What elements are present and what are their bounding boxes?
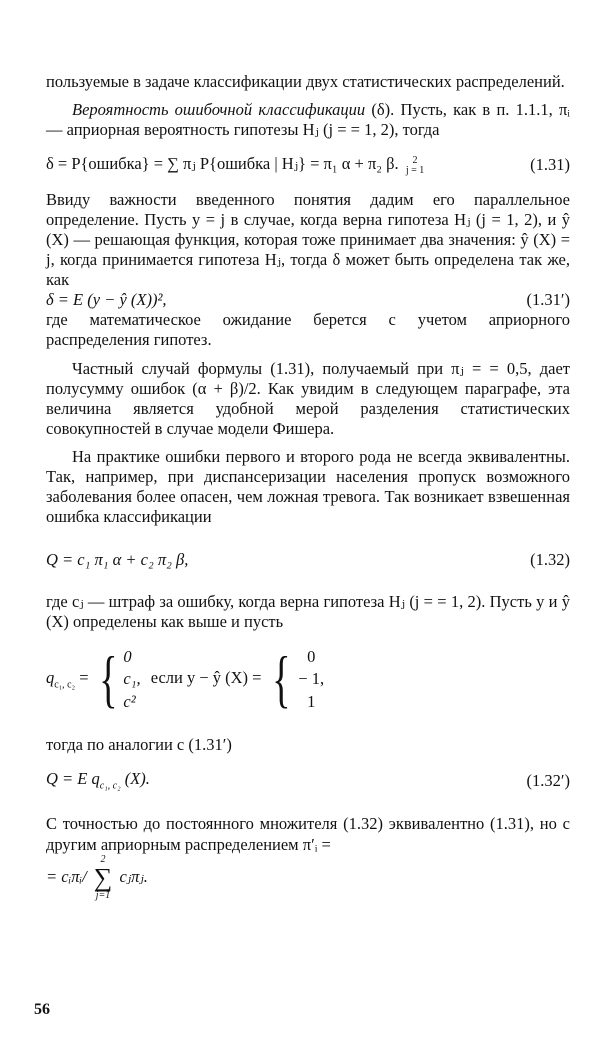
paragraph-alternative-definition: Ввиду важности введенного понятия дадим его параллельное определение. Пусть y = j в случае, когда верна гипотеза Hⱼ (j = 1, 2), и ŷ (X) — решающая функция, которая тоже принимает два значения: ŷ (X) = j, когда принимается гипотеза Hⱼ, тогда δ может быть определена так же, как <box>46 189 570 290</box>
equation-1-31-sum-limits <box>406 156 424 176</box>
equation-1-31-expression: δ = P{ошибка} = ∑ πⱼ P{ошибка | Hⱼ} = π₁ α + π₂ β. <box>46 154 399 174</box>
equation-number: (1.31′) <box>526 290 570 310</box>
left-brace: { <box>98 643 118 715</box>
case-value: 0 <box>123 646 132 666</box>
q-symbol: q <box>46 668 55 688</box>
paragraph-special-case: Частный случай формулы (1.31), получаемый при πⱼ = = 0,5, дает полусумму ошибок (α + β)/2. Как увидим в следующем параграфе, эта величина является удобной мерой разделения статистических совокупностей в случае модели Фишера. <box>46 358 570 438</box>
case-value: c² <box>123 691 136 711</box>
case-value: 1 <box>307 691 316 711</box>
equation-1-31-prime <box>46 290 570 310</box>
equation-1-32-prime-subscript: c₁, c₂ <box>99 780 121 792</box>
equation-1-32-prime-tail: (X). <box>120 768 150 788</box>
paragraph-error-probability <box>46 100 570 140</box>
prior-weights-end: cⱼπⱼ. <box>119 866 148 886</box>
right-cases <box>266 643 325 715</box>
equation-1-31-body <box>46 154 530 175</box>
sum-lower-limit: j = 1 <box>405 164 425 176</box>
paragraph-penalty-definition: где cⱼ — штраф за ошибку, когда верна гипотеза Hⱼ (j = = 1, 2). Пусть y и ŷ (X) определены как выше и пусть <box>46 591 570 631</box>
equation-number: (1.32′) <box>526 770 570 790</box>
right-cases-values <box>298 646 324 713</box>
equation-1-32-prime-body <box>46 769 527 792</box>
case-value: − 1, <box>298 669 325 689</box>
term-misclassification-probability: Вероятность ошибочной классификации <box>72 100 366 120</box>
prior-weights-start: = cᵢπᵢ/ <box>46 866 87 886</box>
equation-q-cases <box>46 643 570 715</box>
case-value: c₁, <box>123 669 141 689</box>
equation-1-32-prime-start: Q = E q <box>46 768 100 788</box>
paragraph-weighted-error: На практике ошибки первого и второго рода не всегда эквивалентны. Так, например, при диспансеризации населения пропуск возможного заболевания более опасен, чем ложная тревога. Так возникает взвешенная ошибка классификации <box>46 447 570 527</box>
right-brace: { <box>271 643 291 715</box>
equation-number: (1.32) <box>530 549 570 569</box>
paragraph-error-probability-text: (δ). Пусть, как в п. 1.1.1, πᵢ — априорная вероятность гипотезы Hⱼ (j = = 1, 2), тогда <box>46 100 571 140</box>
equation-1-32-prime <box>46 769 570 792</box>
sum-upper-limit: 2 <box>100 853 106 865</box>
case-condition: если y − ŷ (X) = <box>150 668 262 688</box>
equation-1-32-body: Q = c₁ π₁ α + c₂ π₂ β, <box>46 549 189 569</box>
equation-prior-weights-body <box>46 855 570 901</box>
equation-number: (1.31) <box>530 154 570 174</box>
left-cases <box>93 643 147 715</box>
equation-prior-weights <box>46 855 570 901</box>
paragraph-analogy: тогда по аналогии с (1.31′) <box>46 734 232 754</box>
equation-1-31-prime-body: δ = E (y − ŷ (X))², <box>46 290 167 310</box>
sum-upper-limit: 2 <box>412 154 418 166</box>
page-number: 56 <box>34 1001 50 1018</box>
case-value: 0 <box>307 646 316 666</box>
prior-weights-sum-limits <box>94 855 113 901</box>
page-content <box>46 72 570 901</box>
sum-symbol: ∑ <box>93 862 113 892</box>
paragraph-equivalence: С точностью до постоянного множителя (1.32) эквивалентно (1.31), но с другим априорным распределением π′ᵢ = <box>46 814 570 854</box>
q-subscript: c₁, c₂ <box>54 679 76 691</box>
sum-lower-limit: j=1 <box>95 889 111 901</box>
left-cases-values <box>123 646 140 713</box>
paragraph-expectation-note: где математическое ожидание берется с учетом априорного распределения гипотез. <box>46 310 570 350</box>
equation-q-cases-body: $q_{c_1, c_2}$ = { 0 c₁, c² если y − ŷ (X) = { 0 − 1, 1 <box>46 643 325 715</box>
equation-1-32 <box>46 550 570 570</box>
paragraph-intro: пользуемые в задаче классификации двух статистических распределений. <box>46 72 565 91</box>
equation-1-31 <box>46 154 570 175</box>
